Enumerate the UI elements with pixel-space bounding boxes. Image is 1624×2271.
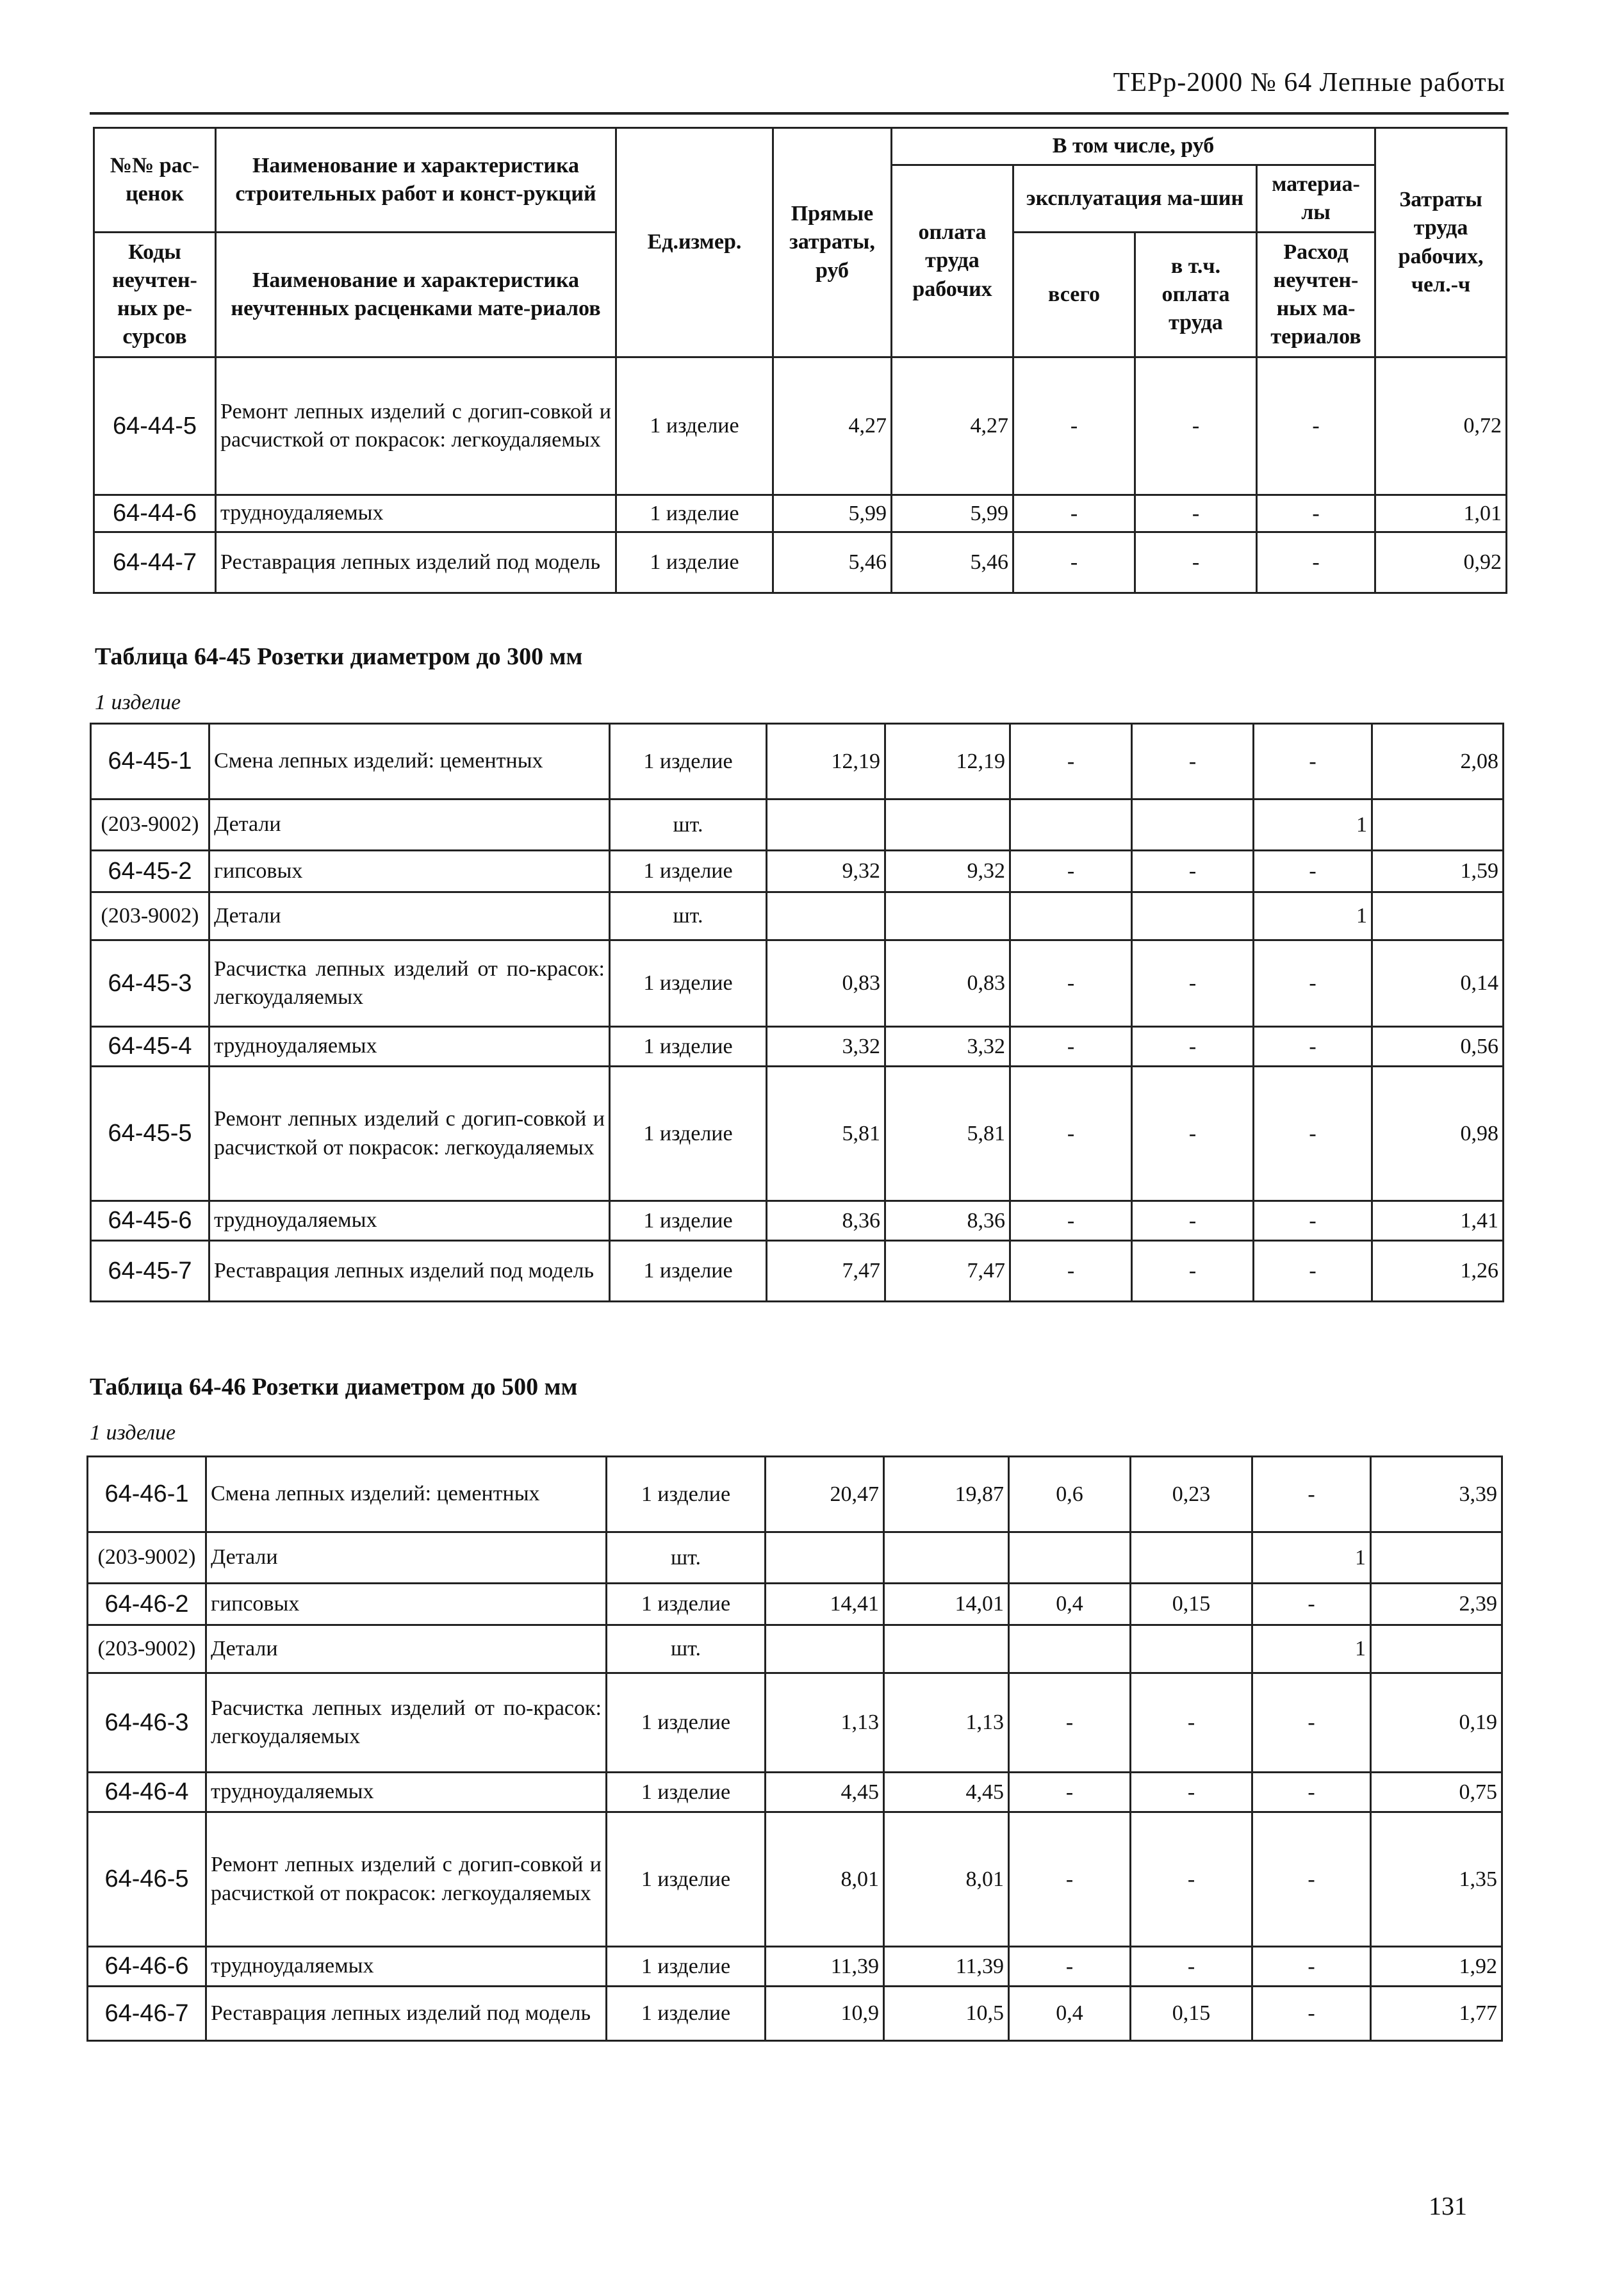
cell-unit: шт.	[610, 892, 767, 940]
cell-mach-w: -	[1131, 1947, 1252, 1987]
col-machines-total: всего	[1013, 233, 1135, 357]
cell-mach-w: -	[1132, 1201, 1254, 1241]
cell-unit: 1 изделие	[610, 1241, 767, 1302]
table-row	[88, 1673, 1502, 1773]
cell-labor: 2,08	[1372, 724, 1504, 799]
cell-unit: 1 изделие	[607, 1673, 766, 1773]
cell-direct: 4,27	[773, 357, 892, 495]
cell-name: Расчистка лепных изделий от по-красок: легкоудаляемых	[206, 1673, 607, 1773]
cell-mach-w: -	[1132, 724, 1254, 799]
cell-mat: -	[1257, 495, 1375, 532]
cell-code: (203-9002)	[88, 1532, 206, 1584]
table-row	[91, 799, 1504, 851]
cell-mat: -	[1254, 724, 1372, 799]
col-wages: оплата труда рабочих	[892, 165, 1013, 357]
cell-wages: 4,45	[884, 1773, 1009, 1812]
cell-mach: 0,4	[1009, 1987, 1131, 2041]
cell-mach-w	[1132, 799, 1254, 851]
cell-unit: 1 изделие	[610, 724, 767, 799]
cell-wages: 9,32	[885, 851, 1010, 892]
cell-mat: -	[1252, 1773, 1371, 1812]
cell-mach: -	[1009, 1812, 1131, 1947]
cell-unit: шт.	[607, 1532, 766, 1584]
cell-unit: 1 изделие	[607, 1812, 766, 1947]
cell-mat: -	[1252, 1987, 1371, 2041]
cell-mach: -	[1010, 1201, 1132, 1241]
cell-name: Расчистка лепных изделий от по-красок: легкоудаляемых	[209, 940, 610, 1027]
cell-mach-w: -	[1132, 940, 1254, 1027]
cell-direct: 14,41	[766, 1584, 884, 1625]
cell-mach: -	[1010, 1241, 1132, 1302]
cell-name: Ремонт лепных изделий с догип-совкой и расчисткой от покрасок: легкоудаляемых	[216, 357, 616, 495]
cell-code: 64-46-6	[88, 1947, 206, 1987]
table-row	[91, 1201, 1504, 1241]
cell-code: (203-9002)	[91, 892, 209, 940]
cell-mat: 1	[1252, 1625, 1371, 1673]
cell-labor: 0,19	[1371, 1673, 1502, 1773]
cell-direct: 5,46	[773, 532, 892, 593]
cell-mat: -	[1254, 851, 1372, 892]
cell-mach-w: 0,23	[1131, 1457, 1252, 1532]
cell-unit: 1 изделие	[610, 1067, 767, 1201]
table-row	[94, 357, 1507, 495]
rates-table-64-44	[93, 127, 1507, 594]
cell-name: Смена лепных изделий: цементных	[209, 724, 610, 799]
cell-direct: 0,83	[767, 940, 885, 1027]
cell-mat: -	[1254, 940, 1372, 1027]
col-name-bottom: Наименование и характеристика неучтенных расценками мате-риалов	[216, 233, 616, 357]
cell-code: 64-46-3	[88, 1673, 206, 1773]
table-row	[88, 1532, 1502, 1584]
cell-mat: -	[1252, 1947, 1371, 1987]
cell-mach: -	[1013, 357, 1135, 495]
cell-wages: 11,39	[884, 1947, 1009, 1987]
cell-wages: 14,01	[884, 1584, 1009, 1625]
cell-code: 64-46-5	[88, 1812, 206, 1947]
cell-wages	[885, 892, 1010, 940]
cell-code: 64-46-4	[88, 1773, 206, 1812]
cell-mach	[1009, 1625, 1131, 1673]
cell-mach-w: -	[1135, 495, 1257, 532]
cell-mat: -	[1254, 1027, 1372, 1067]
cell-unit: 1 изделие	[616, 495, 773, 532]
cell-name: Детали	[206, 1532, 607, 1584]
cell-wages	[884, 1625, 1009, 1673]
cell-mach: -	[1013, 532, 1135, 593]
col-name-top: Наименование и характеристика строительных работ и конст-рукций	[216, 128, 616, 233]
cell-direct: 5,81	[767, 1067, 885, 1201]
cell-wages: 8,01	[884, 1812, 1009, 1947]
page-header: ТЕРр-2000 № 64 Лепные работы	[1113, 68, 1505, 97]
table-row	[91, 1067, 1504, 1201]
cell-direct: 8,36	[767, 1201, 885, 1241]
cell-code: 64-45-3	[91, 940, 209, 1027]
cell-mat: -	[1252, 1584, 1371, 1625]
cell-unit: 1 изделие	[610, 1027, 767, 1067]
col-materials: материа-лы	[1257, 165, 1375, 233]
cell-name: гипсовых	[209, 851, 610, 892]
cell-labor: 3,39	[1371, 1457, 1502, 1532]
col-materials-unaccounted: Расход неучтен-ных ма-териалов	[1257, 233, 1375, 357]
cell-labor: 0,98	[1372, 1067, 1504, 1201]
cell-mach-w: -	[1131, 1673, 1252, 1773]
rates-table-64-46	[86, 1455, 1503, 2042]
cell-wages: 1,13	[884, 1673, 1009, 1773]
cell-wages: 5,99	[892, 495, 1013, 532]
col-code-top: №№ рас-ценок	[94, 128, 216, 233]
rates-table-64-45	[90, 723, 1504, 1302]
table-row	[88, 1947, 1502, 1987]
cell-direct: 1,13	[766, 1673, 884, 1773]
table-row	[94, 532, 1507, 593]
cell-labor: 0,56	[1372, 1027, 1504, 1067]
cell-wages: 5,46	[892, 532, 1013, 593]
cell-code: (203-9002)	[88, 1625, 206, 1673]
cell-labor	[1372, 892, 1504, 940]
table-unit-64-46: 1 изделие	[90, 1421, 176, 1445]
col-labor: Затраты труда рабочих, чел.-ч	[1375, 128, 1507, 357]
cell-labor: 0,72	[1375, 357, 1507, 495]
cell-unit: 1 изделие	[616, 532, 773, 593]
table-row	[88, 1584, 1502, 1625]
cell-name: трудноудаляемых	[216, 495, 616, 532]
page-number: 131	[1429, 2192, 1467, 2220]
cell-wages: 4,27	[892, 357, 1013, 495]
table-row	[91, 892, 1504, 940]
cell-mach-w: -	[1132, 1067, 1254, 1201]
cell-direct: 11,39	[766, 1947, 884, 1987]
cell-direct: 8,01	[766, 1812, 884, 1947]
cell-code: 64-44-6	[94, 495, 216, 532]
cell-code: 64-45-1	[91, 724, 209, 799]
col-code-bottom: Коды неучтен-ных ре-сурсов	[94, 233, 216, 357]
cell-direct	[767, 892, 885, 940]
table-row	[88, 1773, 1502, 1812]
cell-code: 64-45-4	[91, 1027, 209, 1067]
table-row	[91, 940, 1504, 1027]
cell-unit: 1 изделие	[607, 1457, 766, 1532]
cell-direct: 3,32	[767, 1027, 885, 1067]
cell-code: 64-45-6	[91, 1201, 209, 1241]
cell-wages: 7,47	[885, 1241, 1010, 1302]
table-unit-64-45: 1 изделие	[95, 691, 181, 714]
cell-code: 64-45-7	[91, 1241, 209, 1302]
cell-mach	[1010, 892, 1132, 940]
cell-mat: -	[1252, 1673, 1371, 1773]
cell-direct	[767, 799, 885, 851]
cell-unit: 1 изделие	[610, 940, 767, 1027]
cell-mach: -	[1009, 1773, 1131, 1812]
cell-mach: -	[1010, 851, 1132, 892]
cell-code: 64-45-5	[91, 1067, 209, 1201]
cell-mat: -	[1257, 532, 1375, 593]
cell-mach-w: -	[1132, 851, 1254, 892]
cell-labor: 0,75	[1371, 1773, 1502, 1812]
cell-direct: 5,99	[773, 495, 892, 532]
table-row	[88, 1812, 1502, 1947]
cell-unit: шт.	[607, 1625, 766, 1673]
cell-direct: 20,47	[766, 1457, 884, 1532]
cell-direct: 9,32	[767, 851, 885, 892]
col-incl: В том числе, руб	[892, 128, 1375, 165]
cell-mach-w	[1131, 1625, 1252, 1673]
cell-mach-w: -	[1131, 1773, 1252, 1812]
cell-unit: 1 изделие	[607, 1987, 766, 2041]
cell-mach: 0,4	[1009, 1584, 1131, 1625]
cell-mach-w: -	[1132, 1027, 1254, 1067]
cell-name: трудноудаляемых	[206, 1773, 607, 1812]
cell-labor: 1,77	[1371, 1987, 1502, 2041]
cell-mach	[1009, 1532, 1131, 1584]
cell-mach-w: 0,15	[1131, 1987, 1252, 2041]
cell-code: 64-46-7	[88, 1987, 206, 2041]
cell-mach: -	[1010, 724, 1132, 799]
cell-mat: 1	[1254, 892, 1372, 940]
cell-mat: -	[1254, 1201, 1372, 1241]
cell-mat: -	[1252, 1457, 1371, 1532]
cell-code: 64-46-1	[88, 1457, 206, 1532]
cell-direct: 7,47	[767, 1241, 885, 1302]
cell-mat: -	[1257, 357, 1375, 495]
cell-unit: 1 изделие	[610, 851, 767, 892]
cell-wages: 5,81	[885, 1067, 1010, 1201]
cell-name: Реставрация лепных изделий под модель	[216, 532, 616, 593]
cell-wages: 12,19	[885, 724, 1010, 799]
cell-mat: -	[1254, 1241, 1372, 1302]
cell-wages: 3,32	[885, 1027, 1010, 1067]
cell-name: Детали	[209, 799, 610, 851]
cell-unit: 1 изделие	[607, 1584, 766, 1625]
cell-code: (203-9002)	[91, 799, 209, 851]
cell-direct: 10,9	[766, 1987, 884, 2041]
cell-direct: 4,45	[766, 1773, 884, 1812]
table-row	[88, 1625, 1502, 1673]
cell-mach: -	[1010, 1067, 1132, 1201]
cell-labor	[1372, 799, 1504, 851]
table-row	[91, 1241, 1504, 1302]
cell-mat: -	[1252, 1812, 1371, 1947]
cell-mach-w: -	[1135, 532, 1257, 593]
cell-mat: 1	[1254, 799, 1372, 851]
cell-mach-w: -	[1135, 357, 1257, 495]
cell-mach-w	[1131, 1532, 1252, 1584]
cell-name: трудноудаляемых	[209, 1201, 610, 1241]
cell-mach: -	[1010, 940, 1132, 1027]
cell-mach	[1010, 799, 1132, 851]
cell-wages	[884, 1532, 1009, 1584]
cell-direct	[766, 1625, 884, 1673]
cell-labor: 0,92	[1375, 532, 1507, 593]
col-machines: эксплуатация ма-шин	[1013, 165, 1257, 233]
cell-mach: -	[1013, 495, 1135, 532]
cell-name: гипсовых	[206, 1584, 607, 1625]
table-row	[91, 724, 1504, 799]
table-row	[88, 1457, 1502, 1532]
cell-mach-w: -	[1132, 1241, 1254, 1302]
cell-mach: -	[1009, 1673, 1131, 1773]
cell-wages: 8,36	[885, 1201, 1010, 1241]
cell-mach-w: -	[1131, 1812, 1252, 1947]
cell-mat: -	[1254, 1067, 1372, 1201]
cell-name: Ремонт лепных изделий с догип-совкой и расчисткой от покрасок: легкоудаляемых	[206, 1812, 607, 1947]
cell-mach-w: 0,15	[1131, 1584, 1252, 1625]
cell-labor	[1371, 1625, 1502, 1673]
cell-mat: 1	[1252, 1532, 1371, 1584]
cell-unit: шт.	[610, 799, 767, 851]
table-caption-64-45: Таблица 64-45 Розетки диаметром до 300 мм	[95, 643, 583, 670]
cell-code: 64-44-7	[94, 532, 216, 593]
cell-name: Детали	[206, 1625, 607, 1673]
cell-wages: 19,87	[884, 1457, 1009, 1532]
cell-labor: 0,14	[1372, 940, 1504, 1027]
cell-mach: 0,6	[1009, 1457, 1131, 1532]
cell-wages: 0,83	[885, 940, 1010, 1027]
cell-name: Детали	[209, 892, 610, 940]
cell-unit: 1 изделие	[616, 357, 773, 495]
cell-mach: -	[1010, 1027, 1132, 1067]
table-row	[88, 1987, 1502, 2041]
cell-name: трудноудаляемых	[206, 1947, 607, 1987]
cell-labor: 1,26	[1372, 1241, 1504, 1302]
cell-wages	[885, 799, 1010, 851]
col-direct: Прямые затраты, руб	[773, 128, 892, 357]
cell-unit: 1 изделие	[610, 1201, 767, 1241]
table-row	[94, 495, 1507, 532]
cell-labor: 1,01	[1375, 495, 1507, 532]
cell-code: 64-45-2	[91, 851, 209, 892]
table-row	[91, 851, 1504, 892]
cell-direct	[766, 1532, 884, 1584]
table-row	[91, 1027, 1504, 1067]
cell-labor: 1,35	[1371, 1812, 1502, 1947]
cell-labor: 1,41	[1372, 1201, 1504, 1241]
header-rule	[90, 112, 1509, 115]
cell-name: Реставрация лепных изделий под модель	[209, 1241, 610, 1302]
table-caption-64-46: Таблица 64-46 Розетки диаметром до 500 мм	[90, 1373, 578, 1400]
cell-unit: 1 изделие	[607, 1947, 766, 1987]
cell-labor	[1371, 1532, 1502, 1584]
cell-labor: 1,59	[1372, 851, 1504, 892]
col-machines-wages: в т.ч. оплата труда	[1135, 233, 1257, 357]
cell-direct: 12,19	[767, 724, 885, 799]
cell-mach-w	[1132, 892, 1254, 940]
cell-labor: 1,92	[1371, 1947, 1502, 1987]
cell-name: Ремонт лепных изделий с догип-совкой и расчисткой от покрасок: легкоудаляемых	[209, 1067, 610, 1201]
cell-name: Реставрация лепных изделий под модель	[206, 1987, 607, 2041]
cell-name: трудноудаляемых	[209, 1027, 610, 1067]
col-unit: Ед.измер.	[616, 128, 773, 357]
cell-code: 64-44-5	[94, 357, 216, 495]
cell-name: Смена лепных изделий: цементных	[206, 1457, 607, 1532]
cell-code: 64-46-2	[88, 1584, 206, 1625]
cell-mach: -	[1009, 1947, 1131, 1987]
cell-wages: 10,5	[884, 1987, 1009, 2041]
cell-unit: 1 изделие	[607, 1773, 766, 1812]
cell-labor: 2,39	[1371, 1584, 1502, 1625]
